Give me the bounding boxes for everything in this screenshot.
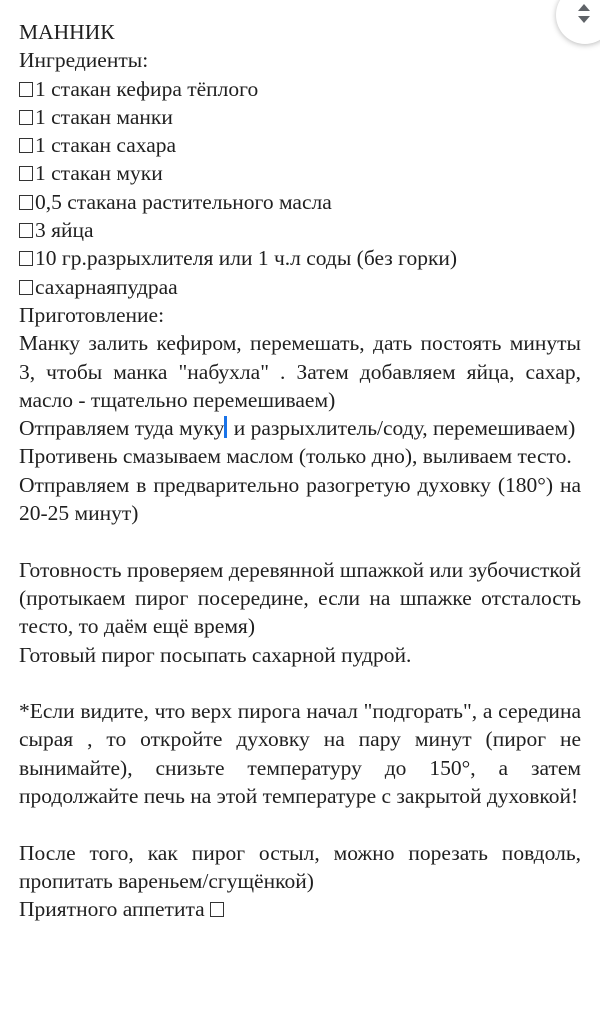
ingredient-item: 1 стакан манки (19, 103, 581, 131)
readiness-paragraph: Готовность проверяем деревянной шпажкой или зубочисткой (протыкаем пирог посередине, если на шпажке отсталость тесто, то даём ещё время) (19, 557, 581, 639)
blank-line (19, 527, 581, 555)
ingredient-item: 1 стакан сахара (19, 131, 581, 159)
ingredient-item: 3 яйца (19, 216, 581, 244)
ingredient-item: 1 стакан кефира тёплого (19, 75, 581, 103)
step-2-paragraph: Отправляем туда муку и разрыхлитель/соду, перемешиваем) (19, 416, 576, 441)
step-3-paragraph: Противень смазываем маслом (только дно), выливаем тесто. (19, 444, 572, 469)
ingredient-item: 0,5 стакана растительного масла (19, 188, 581, 216)
topping-paragraph: Готовый пирог посыпать сахарной пудрой. (19, 642, 412, 667)
checkbox-glyph-icon (19, 223, 33, 238)
checkbox-glyph-icon (19, 251, 33, 266)
checkbox-glyph-icon (19, 280, 33, 295)
preparation-heading: Приготовление: (19, 302, 165, 327)
blank-line (19, 810, 581, 838)
ingredient-item: 10 гр.разрыхлителя или 1 ч.л соды (без горки) (19, 244, 581, 272)
ingredient-item: сахарнаяпудраа (19, 273, 581, 301)
recipe-title: МАННИК (19, 20, 115, 44)
checkbox-glyph-icon (19, 82, 33, 97)
ingredient-item: 1 стакан муки (19, 159, 581, 187)
step-4-paragraph: Отправляем в предварительно разогретую духовку (180°) на 20-25 минут) (19, 472, 581, 526)
chevron-down-icon (578, 16, 590, 23)
chevron-up-icon (578, 4, 590, 11)
checkbox-glyph-icon (19, 110, 33, 125)
recipe-document[interactable] (19, 18, 581, 924)
after-paragraph: После того, как пирог остыл, можно порезать повдоль, пропитать вареньем/сгущёнкой) (19, 840, 581, 893)
text-cursor (224, 416, 227, 438)
checkbox-glyph-icon (19, 138, 33, 153)
checkbox-glyph-icon (19, 195, 33, 210)
ingredients-heading: Ингредиенты: (19, 48, 149, 73)
blank-line (19, 669, 581, 697)
checkbox-glyph-icon (19, 166, 33, 181)
closing-line: Приятного аппетита (19, 895, 581, 923)
note-paragraph: *Если видите, что верх пирога начал "подгорать", а середина сырая , то откройте духовку на пару минут (пирог не вынимайте), снизьте температуру до 150°, а затем продолжайте печь на этой температуре с закрытой духовкой! (19, 699, 581, 809)
checkbox-glyph-icon (210, 902, 224, 917)
step-1-paragraph: Манку залить кефиром, перемешать, дать постоять минуты 3, чтобы манка "набухла" . Затем добавляем яйца, сахар, масло - тщательно перемешиваем) (19, 331, 581, 412)
